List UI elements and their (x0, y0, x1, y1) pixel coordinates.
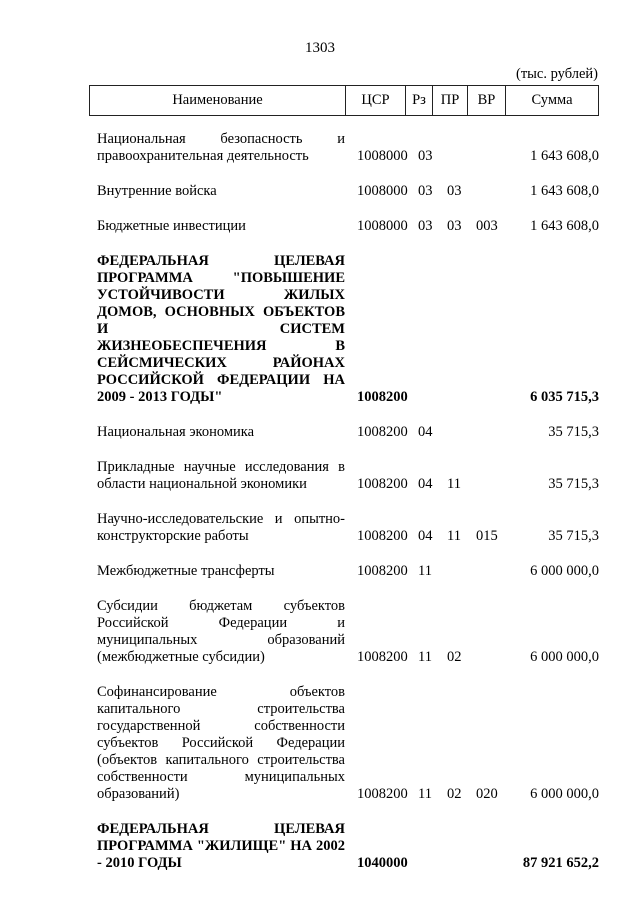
table-row (97, 684, 599, 803)
row-csr: 1008200 (357, 389, 408, 405)
program-row (97, 253, 599, 406)
program-row (97, 821, 599, 872)
row-csr: 1008200 (357, 563, 408, 579)
table-header (89, 85, 599, 116)
row-rz: 11 (418, 649, 432, 665)
row-pr: 11 (447, 476, 461, 492)
row-csr: 1008000 (357, 218, 408, 234)
table-row (97, 424, 599, 441)
row-sum: 6 000 000,0 (530, 563, 599, 579)
row-vr: 020 (476, 786, 498, 802)
table-row (97, 598, 599, 666)
row-csr: 1008200 (357, 476, 408, 492)
row-sum: 6 000 000,0 (530, 786, 599, 802)
row-pr: 03 (447, 183, 462, 199)
row-rz: 04 (418, 476, 433, 492)
row-pr: 02 (447, 649, 462, 665)
row-name: Бюджетные инвестиции (97, 218, 246, 234)
row-csr: 1008000 (357, 183, 408, 199)
row-vr: 003 (476, 218, 498, 234)
header-pr: ПР (433, 86, 468, 115)
header-name: Наименование (90, 86, 346, 115)
row-pr: 11 (447, 528, 461, 544)
row-csr: 1008200 (357, 786, 408, 802)
table-row (97, 131, 599, 165)
row-vr: 015 (476, 528, 498, 544)
row-rz: 04 (418, 528, 433, 544)
row-csr: 1008200 (357, 424, 408, 440)
row-csr: 1008200 (357, 649, 408, 665)
row-name: Научно-исследовательские и опытно-конструкторские работы (97, 511, 345, 544)
table-row (97, 218, 599, 235)
table-row (97, 511, 599, 545)
header-rz: Рз (406, 86, 433, 115)
units-label: (тыс. рублей) (516, 66, 598, 82)
row-sum: 1 643 608,0 (530, 183, 599, 199)
page-number: 1303 (305, 40, 335, 56)
row-name: Прикладные научные исследования в области национальной экономики (97, 459, 345, 492)
row-pr: 03 (447, 218, 462, 234)
row-name: ФЕДЕРАЛЬНАЯ ЦЕЛЕВАЯ ПРОГРАММА "ПОВЫШЕНИЕ УСТОЙЧИВОСТИ ЖИЛЫХ ДОМОВ, ОСНОВНЫХ ОБЪЕКТОВ И СИСТЕМ ЖИЗНЕОБЕСПЕЧЕНИЯ В СЕЙСМИЧЕСКИХ РАЙОНАХ РОССИЙСКОЙ ФЕДЕРАЦИИ НА 2009 - 2013 ГОДЫ" (97, 253, 345, 405)
header-vr: ВР (468, 86, 506, 115)
row-name: Национальная безопасность и правоохранительная деятельность (97, 131, 345, 164)
row-name: Софинансирование объектов капитального строительства государственной собственности субъектов Российской Федерации (объектов капитального строительства собственности муниципальных образований) (97, 684, 345, 802)
row-name: Внутренние войска (97, 183, 217, 199)
header-csr: ЦСР (346, 86, 406, 115)
row-rz: 03 (418, 218, 433, 234)
table-row (97, 183, 599, 200)
row-sum: 6 035 715,3 (530, 389, 599, 405)
header-sum: Сумма (531, 92, 573, 108)
row-rz: 04 (418, 424, 433, 440)
row-sum: 6 000 000,0 (530, 649, 599, 665)
row-name: Национальная экономика (97, 424, 255, 440)
row-name: ФЕДЕРАЛЬНАЯ ЦЕЛЕВАЯ ПРОГРАММА "ЖИЛИЩЕ" НА 2002 - 2010 ГОДЫ (97, 821, 345, 871)
row-csr: 1008200 (357, 528, 408, 544)
row-sum: 35 715,3 (548, 528, 599, 544)
row-csr: 1040000 (357, 855, 408, 871)
row-name: Межбюджетные трансферты (97, 563, 275, 579)
row-rz: 03 (418, 183, 433, 199)
row-rz: 11 (418, 786, 432, 802)
row-rz: 11 (418, 563, 432, 579)
row-name: Субсидии бюджетам субъектов Российской Федерации и муниципальных образований (межбюджетные субсидии) (97, 598, 345, 665)
row-sum: 35 715,3 (548, 476, 599, 492)
row-sum: 1 643 608,0 (530, 218, 599, 234)
row-sum: 87 921 652,2 (522, 855, 599, 871)
row-sum: 35 715,3 (548, 424, 599, 440)
table-row (97, 459, 599, 493)
row-rz: 03 (418, 148, 433, 164)
row-pr: 02 (447, 786, 462, 802)
table-body (97, 131, 599, 890)
row-sum: 1 643 608,0 (530, 148, 599, 164)
row-csr: 1008000 (357, 148, 408, 164)
table-row (97, 563, 599, 580)
